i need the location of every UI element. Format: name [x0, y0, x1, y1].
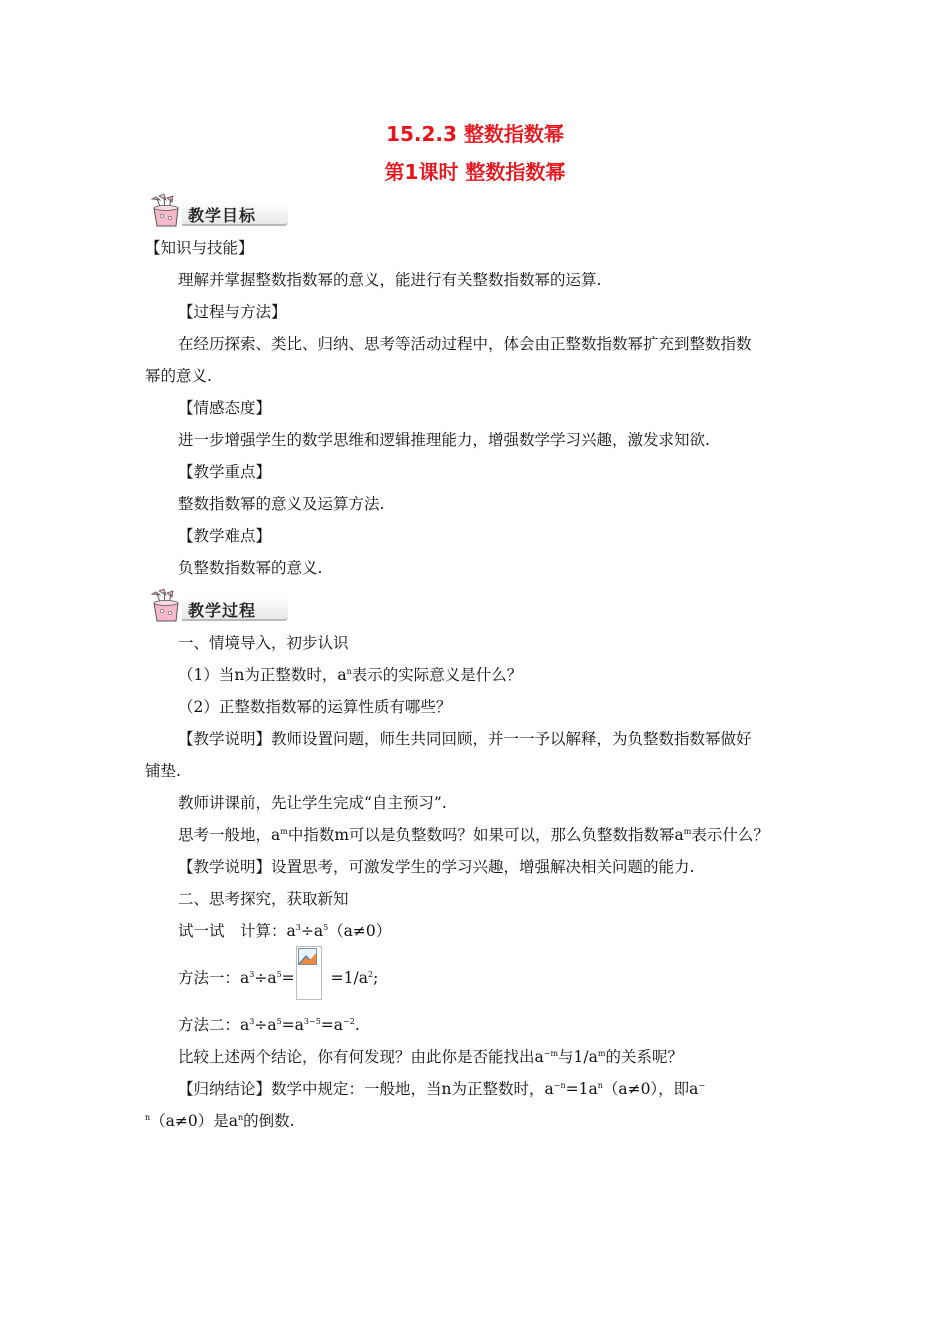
document-title: 15.2.3 整数指数幂 [386, 122, 564, 146]
step-heading: 二、思考探究，获取新知 [178, 890, 349, 908]
try-it-line: 试一试 计算：$a^3\div a^5(a\ne 0)$ [178, 922, 392, 940]
heading-knowledge: 【知识与技能】 [145, 239, 254, 257]
conclusion-continuation: $^n$（a≠0）是$a^n$的倒数. [145, 1112, 295, 1130]
section-header-process [146, 588, 291, 624]
teaching-note: 【教学说明】设置思考，可激发学生的学习兴趣，增强解决相关问题的能力. [178, 858, 695, 876]
paragraph: 理解并掌握整数指数幂的意义，能进行有关整数指数幂的运算. [178, 271, 602, 289]
teaching-note: 【教学说明】教师设置问题，师生共同回顾，并一一予以解释，为负整数指数幂做好 [178, 730, 752, 748]
conclusion: 【归纳结论】数学中规定：一般地，当n为正整数时，$a^{-n}=1a^n(a\ne 0)$，即a− [178, 1080, 706, 1098]
question-2: （2）正整数指数幂的运算性质有哪些？ [178, 698, 452, 716]
comparison-question: 比较上述两个结论，你有何发现？由此你是否能找出$a^{-m}$与$1/a^m$的关系呢？ [178, 1048, 683, 1066]
method-two: 方法二：$a^3\div a^5=a^{3-5}=a^{-2}$. [178, 1016, 360, 1034]
document-subtitle: 第1课时 整数指数幂 [384, 160, 566, 184]
heading-attitude: 【情感态度】 [178, 399, 272, 417]
paragraph-continuation: 幂的意义. [145, 367, 212, 385]
pencil-cup-icon [146, 193, 190, 229]
question-1: （1）当n为正整数时，$a^n$表示的实际意义是什么？ [178, 666, 523, 684]
paragraph: 负整数指数幂的意义. [178, 559, 323, 577]
paragraph: 在经历探索、类比、归纳、思考等活动过程中，体会由正整数指数幂扩充到整数指数 [178, 335, 752, 353]
section-label: 教学过程 [188, 601, 257, 620]
paragraph: 教师讲课前，先让学生完成“自主预习”. [178, 794, 447, 812]
section-header-objectives [146, 193, 291, 229]
image-icon [298, 948, 317, 965]
pencil-cup-icon [146, 588, 190, 624]
heading-key-point: 【教学重点】 [178, 463, 272, 481]
paragraph: 进一步增强学生的数学思维和逻辑推理能力，增强数学学习兴趣，激发求知欲. [178, 431, 710, 449]
heading-difficulty: 【教学难点】 [178, 527, 272, 545]
paragraph: 整数指数幂的意义及运算方法. [178, 495, 385, 513]
heading-process: 【过程与方法】 [178, 303, 287, 321]
broken-image-placeholder [296, 946, 322, 1000]
section-label: 教学目标 [188, 206, 257, 225]
method-one: 方法一：$a^3\div a^5= =1/a^2$; [178, 969, 379, 987]
thinking-question: 思考一般地，$a^m$中指数m可以是负整数吗？如果可以，那么负整数指数幂$a^m$表示什么？ [178, 826, 769, 844]
step-heading: 一、情境导入，初步认识 [178, 634, 349, 652]
paragraph-continuation: 铺垫. [145, 762, 181, 780]
